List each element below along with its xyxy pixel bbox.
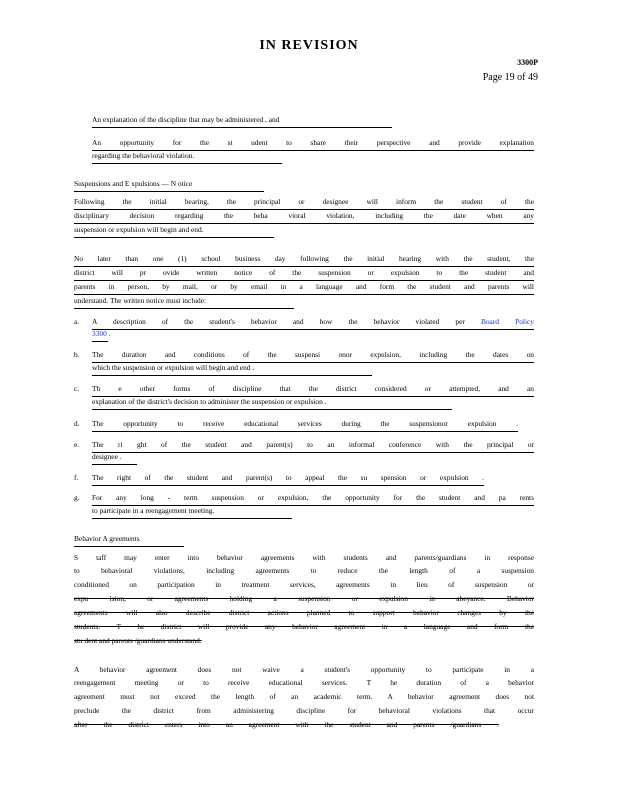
page-title: IN REVISION <box>259 38 359 53</box>
board-policy-link[interactable]: Board Policy <box>480 317 534 326</box>
list-item <box>74 492 534 506</box>
paragraph-line: suspension or expulsion will begin and end. <box>74 224 274 238</box>
list-item-text: explanation of the district's decision to administer the suspension or expulsion . <box>92 396 452 410</box>
list-item-label: e. <box>74 440 80 449</box>
list-item <box>74 472 484 486</box>
list-item <box>74 383 534 397</box>
list-item-text: The ri ght of the student and parent(s) to an informal conference with the principal or <box>92 440 534 449</box>
paragraph-line: parents in person, by mail, or by email in a language and form the student and parents will <box>74 281 534 295</box>
paragraph-line: Following the initial hearing, the principal or designee will inform the student of the <box>74 196 534 210</box>
list-item-text: The opportunity to receive educational services during the suspensionor expulsion . <box>92 419 518 428</box>
section-heading: Behavior A greements <box>74 533 184 547</box>
list-item <box>74 418 518 432</box>
struck-line: agreements will also describe district actions planned to support behavior changes by the <box>74 608 534 617</box>
list-item-text: which the suspension or expulsion will begin and end . <box>92 362 372 376</box>
list-item-label: b. <box>74 350 80 359</box>
paragraph-line: A behavior agreement does not waive a student's opportunity to participate in a <box>74 665 534 674</box>
struck-line: after the district enters into an agreement with the student and parents /guardians . <box>74 720 499 729</box>
paragraph-line: conditioned on participation in treatment services, agreements in lieu of suspension or <box>74 580 534 589</box>
paragraph-line: understand. The written notice must include: <box>74 295 294 309</box>
paragraph-line: agreement must not exceed the length of an academic term. A behavior agreement does not <box>74 692 534 701</box>
document-id: 3300P <box>517 58 538 67</box>
list-item <box>74 316 534 330</box>
section-heading: Suspensions and E xpulsions — N otice <box>74 178 264 192</box>
list-item-text: designee . <box>92 451 137 465</box>
paragraph-line: district will pr ovide written notice of the suspension or expulsion to the student and <box>74 267 534 281</box>
list-item-text: Th e other forms of discipline that the district considered or attempted, and an <box>92 384 534 393</box>
struck-line: stu dent and parents /guardians understand. <box>74 636 202 645</box>
list-item-text: The duration and conditions of the suspensi onor expulsion, including the dates on <box>92 350 534 359</box>
paragraph-line: reengagement meeting or to receive educational services. T he duration of a behavior <box>74 678 534 687</box>
list-item-label: a. <box>74 317 80 326</box>
list-item <box>74 349 534 363</box>
list-item-text: to participate in a reengagement meeting. <box>92 505 292 519</box>
bullet-text: An opportunity for the st udent to share their perspective and provide explanation <box>92 137 534 151</box>
paragraph-line: disciplinary decision regarding the beha vioral violation, including the date when any <box>74 210 534 224</box>
list-item-label: f. <box>74 473 79 482</box>
list-item-text: The right of the student and parent(s) to appeal the su spension or expulsion . <box>92 473 484 482</box>
list-item <box>74 439 534 453</box>
list-item-text: For any long - term suspension or expulsion, the opportunity for the student and pa rents <box>92 493 534 502</box>
struck-line: students. T he district will provide any behavior agreement in a language and form the <box>74 622 534 631</box>
list-item-label: d. <box>74 419 80 428</box>
list-item-label: c. <box>74 384 80 393</box>
page-number: Page 19 of 49 <box>482 72 538 83</box>
struck-line: expu lsion, or agreements holding a suspension or expulsion in abeyance. Behavior <box>74 594 534 603</box>
board-policy-link[interactable]: 3300 . <box>92 328 108 342</box>
bullet-text: An explanation of the discipline that may be administered , and <box>92 114 392 128</box>
paragraph-line: No later than one (1) school business day following the initial hearing with the student, the <box>74 253 534 267</box>
paragraph-line: preclude the district from administering discipline for behavioral violations that occur <box>74 706 534 715</box>
list-item-label: g. <box>74 493 80 502</box>
list-item-text: A description of the student's behavior and how the behavior violated per Board Policy <box>92 317 534 326</box>
paragraph-line: S taff may enter into behavior agreements with students and parents/guardians in response <box>74 553 534 562</box>
bullet-text: regarding the behavioral violation. <box>92 150 282 164</box>
paragraph-line: to behavioral violations, including agreements to reduce the length of a suspension <box>74 566 534 575</box>
